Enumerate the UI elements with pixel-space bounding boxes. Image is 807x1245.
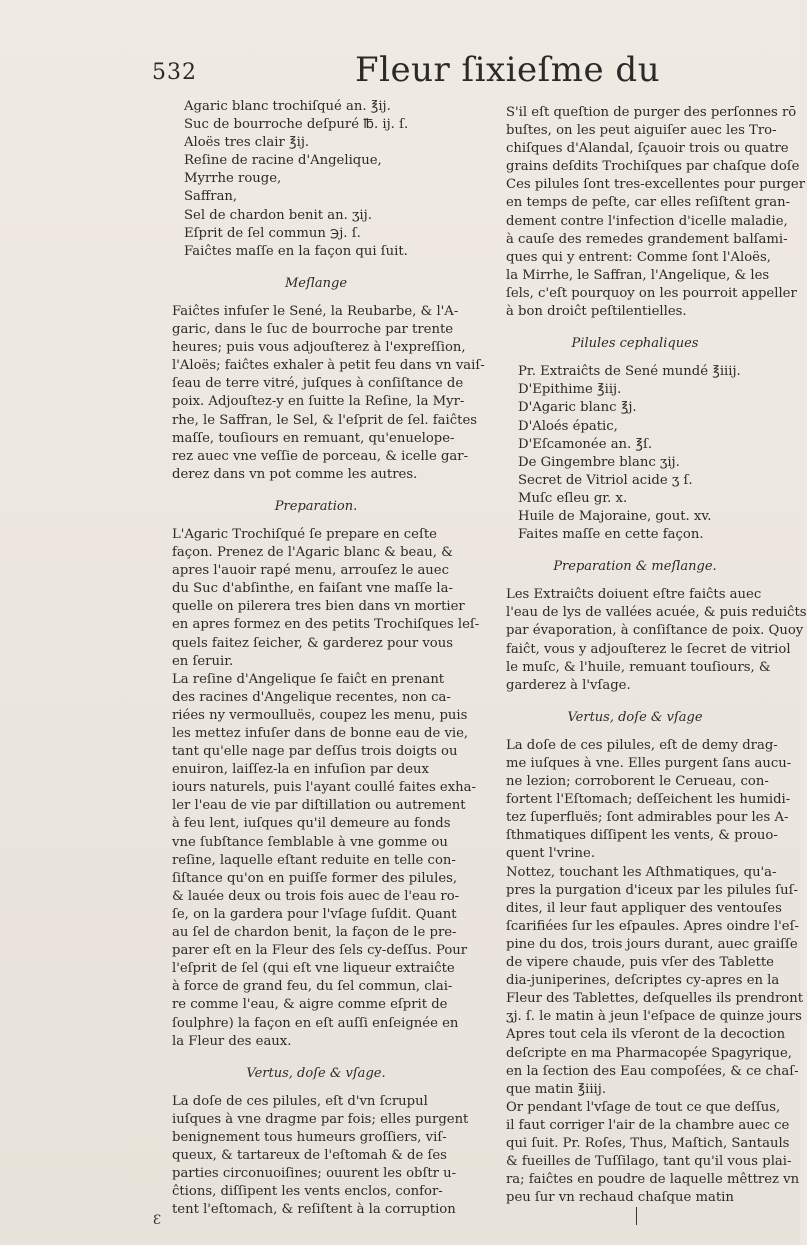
text-line: en la ſection des Eau compoſées, & ce chaſ- [506, 1063, 799, 1079]
text-line: me iuſques à vne. Elles purgent ſans aucu- [506, 756, 792, 771]
text-line: S'il eſt queſtion de purger des perſonnes rō [506, 105, 797, 120]
text-line: enuiron, laiſſez-la en infuſion par deux [172, 762, 429, 778]
text-line: reſine, laquelle eſtant reduite en telle con- [172, 852, 456, 868]
text-line: tez ſuperfluës; ſont admirables pour les A- [506, 810, 789, 826]
text-line: dia-juniperines, deſcriptes cy-apres en la [506, 973, 780, 989]
text-line: Or pendant l'vſage de tout ce que deſſus, [506, 1099, 781, 1115]
text-line: au ſel de chardon benit, la façon de le pre- [172, 925, 457, 941]
text-line: & lauée deux ou trois fois auec de l'eau ro- [172, 888, 460, 904]
text-line: Reſine de racine d'Angelique, [184, 153, 382, 169]
text-line: qui ſuit. Pr. Roſes, Thus, Maſtich, Santauls [506, 1135, 790, 1151]
text-line: Secret de Vitriol acide ʒ ſ. [518, 472, 693, 488]
text-line: La doſe de ces pilules, eſt d'vn ſcrupul [172, 1093, 428, 1109]
intro-paragraph [506, 104, 806, 321]
text-line: benignement tous humeurs groſſiers, viſ- [172, 1129, 447, 1145]
text-line: riées ny vermoulluës, coupez les menu, puis [172, 707, 468, 723]
text-line: en ſeruir. [172, 653, 234, 669]
text-line: ſcarifiées ſur les eſpaules. Apres oindre l'eſ- [506, 918, 799, 934]
text-line: façon. Prenez de l'Agaric blanc & beau, & [172, 545, 453, 561]
text-line: le muſc, & l'huile, remuant touſiours, & [506, 659, 771, 675]
text-line: D'Epithime ℥iij. [518, 382, 622, 398]
text-line: & fueilles de Tuſſilago, tant qu'il vous plai- [506, 1154, 792, 1170]
text-line: heures; puis vous adjouſterez à l'expreſſion, [172, 340, 466, 356]
text-line: ʒj. ſ. le matin à jeun l'eſpace de quinze jours [506, 1009, 802, 1025]
text-line: à cauſe des remedes grandement balſami- [506, 231, 788, 247]
text-line: quent l'vrine. [506, 846, 596, 862]
text-line: les mettez infuſer dans de bonne eau de vie, [172, 726, 469, 741]
vertus2-paragraph [506, 737, 804, 1207]
text-line: ne lezion; corroborent le Cerueau, con- [506, 774, 769, 790]
text-line: ſoulphre) la façon en eſt auſſi enſeignée en [172, 1015, 459, 1031]
text-line: ſthmatiques diſſipent les vents, & prouo- [506, 828, 778, 844]
text-line: à force de grand feu, du ſel commun, clai- [172, 979, 453, 995]
text-line: ſe, on la gardera pour l'vſage ſuſdit. Quant [172, 906, 457, 922]
text-line: Myrrhe rouge, [184, 171, 282, 187]
text-line: vne ſubſtance ſemblable à vne gomme ou [172, 834, 448, 850]
text-line: Faiĉtes infuſer le Sené, la Reubarbe, & l'A- [172, 303, 459, 319]
text-line: ler l'eau de vie par diſtillation ou autrement [172, 798, 466, 814]
recipe-list [172, 98, 460, 261]
signature-mark: Ɛ [153, 1213, 162, 1228]
text-line: peu ſur vn rechaud chaſque matin [506, 1190, 734, 1206]
text-line: chiſques d'Alandal, ſçauoir trois ou quatre [506, 141, 789, 157]
heading-prep-meslange: Preparation & meſlange. [553, 559, 717, 575]
text-line: Faiĉtes maſſe en la façon qui ſuit. [184, 243, 408, 259]
preparation-paragraph [172, 526, 480, 1051]
text-line: ĉtions, diſſipent les vents enclos, confor- [172, 1184, 443, 1200]
text-line: dites, il leur faut appliquer des ventouſes [506, 900, 782, 916]
text-line: quels faitez ſeicher, & garderez pour vous [172, 635, 453, 651]
text-line: en temps de peſte, car elles reſiſtent gran- [506, 195, 791, 211]
right-column [506, 104, 807, 1207]
text-line: poix. Adjouſtez-y en ſuitte la Reſine, la Myr- [172, 394, 465, 410]
text-line: par évaporation, à conſiſtance de poix. Quoy [506, 623, 804, 639]
text-line: queux, & tartareux de l'eſtomah & de ſes [172, 1148, 447, 1164]
text-line: L'Agaric Trochiſqué ſe prepare en ceſte [172, 526, 437, 542]
text-line: re comme l'eau, & aigre comme eſprit de [172, 997, 448, 1013]
text-line: Fleur des Tablettes, deſquelles ils prendront [506, 991, 804, 1007]
text-line: iours naturels, puis l'ayant coullé faites exha- [172, 780, 476, 796]
text-line: la Fleur des eaux. [172, 1033, 292, 1049]
text-line: La reſine d'Angelique ſe faiĉt en prenant [172, 671, 445, 687]
text-line: Apres tout cela ils vſeront de la decoction [506, 1027, 786, 1043]
text-line: Aloës tres clair ℥ij. [184, 135, 310, 151]
heading-vertus: Vertus, doſe & vſage. [246, 1065, 386, 1081]
text-line: l'eſprit de ſel (qui eſt vne liqueur extraiĉte [172, 961, 455, 977]
text-line: ſeau de terre vitré, juſques à conſiſtance de [172, 376, 464, 392]
text-line: Muſc eſleu gr. x. [518, 490, 628, 506]
text-line: D'Agaric blanc ℥j. [518, 400, 637, 416]
text-line: la Mirrhe, le Saffran, l'Angelique, & les [506, 267, 770, 283]
text-line: Agaric blanc trochiſqué an. ℥ij. [184, 99, 391, 114]
text-line: grains deſdits Trochiſques par chaſque doſe [506, 159, 800, 175]
text-line: l'eau de lys de vallées acuée, & puis reduiĉts [506, 605, 807, 621]
text-line: Suc de bourroche deſpuré ℔. ij. ſ. [184, 117, 409, 133]
text-line: parties circonuoiſines; ouurent les obſtr u- [172, 1166, 457, 1182]
text-line: garderez à l'vſage. [506, 677, 631, 693]
text-line: parer eſt en la Fleur des ſels cy-deſſus. Pour [172, 943, 468, 959]
text-line: La doſe de ces pilules, eſt de demy drag- [506, 737, 778, 753]
text-line: iuſques à vne dragme par fois; elles purgent [172, 1111, 469, 1127]
text-line: ſiſtance qu'on en puiſſe former des pilules, [172, 870, 458, 886]
meslange-paragraph [172, 303, 485, 484]
text-line: Saffran, [184, 189, 238, 205]
text-line: Les Extraiĉts doiuent eſtre faiĉts auec [506, 587, 762, 603]
text-line: pine du dos, trois jours durant, auec graiſſe [506, 936, 798, 952]
text-line: de vipere chaude, puis vſer des Tablette [506, 955, 774, 971]
text-line: Faites maſſe en cette façon. [518, 527, 704, 543]
text-line: derez dans vn pot comme les autres. [172, 466, 418, 482]
text-line: Ces pilules ſont tres-excellentes pour purger [506, 177, 806, 193]
pilules-recipe [506, 363, 764, 544]
heading-meslange: Meſlange [284, 275, 348, 291]
text-line: maſſe, touſiours en remuant, qu'enuelope- [172, 430, 455, 446]
text-line: De Gingembre blanc ʒij. [518, 454, 680, 470]
text-line: buſtes, on les peut aiguiſer auec les Tro- [506, 123, 777, 139]
text-line: Huile de Majoraine, gout. xv. [518, 508, 712, 524]
text-line: tent l'eſtomach, & reſiſtent à la corruption [172, 1202, 456, 1218]
text-line: quelle on pilerera tres bien dans vn mortier [172, 599, 465, 615]
heading-pilules: Pilules cephaliques [571, 336, 699, 352]
text-line: à feu lent, iuſques qu'il demeure au fonds [172, 816, 451, 832]
heading-preparation: Preparation. [274, 498, 358, 514]
text-line: tant qu'elle nage par deſſus trois doigts ou [172, 744, 458, 760]
text-line: faiĉt, vous y adjouſterez le ſecret de vitriol [506, 641, 791, 657]
text-line: Sel de chardon benit an. ʒij. [184, 207, 372, 223]
text-line: D'Aloés épatic, [518, 418, 618, 434]
heading-vertus2: Vertus, doſe & vſage [567, 709, 703, 725]
footer-rule [636, 1207, 637, 1225]
text-line: pres la purgation d'iceux par les pilules ſuſ- [506, 882, 798, 898]
text-line: à bon droiĉt peſtilentielles. [506, 304, 687, 320]
text-line: il faut corriger l'air de la chambre auec ce [506, 1117, 790, 1133]
running-title: Fleur ſixieſme du [355, 50, 661, 90]
text-line: en apres formez en des petits Trochiſques leſ- [172, 617, 480, 633]
text-line: garic, dans le ſuc de bourroche par trente [172, 322, 454, 338]
text-line: ra; faiĉtes en poudre de laquelle mêttrez vn [506, 1172, 800, 1188]
text-line: Pr. Extraiĉts de Sené mundé ℥iiij. [518, 364, 741, 380]
text-line: apres l'auoir rapé menu, arrouſez le auec [172, 563, 449, 579]
text-line: deſcripte en ma Pharmacopée Spagyrique, [506, 1045, 792, 1061]
left-column [172, 98, 485, 1219]
text-line: dement contre l'infection d'icelle maladie, [506, 213, 788, 229]
text-line: ſels, c'eſt pourquoy on les pourroit appeller [506, 285, 797, 301]
text-line: D'Eſcamonée an. ℥ſ. [518, 436, 653, 452]
text-line: rhe, le Saffran, le Sel, & l'eſprit de ſel. faiĉtes [172, 412, 478, 428]
text-line: Nottez, touchant les Aſthmatiques, qu'a- [506, 864, 777, 880]
text-line: que matin ℥iiij. [506, 1081, 607, 1097]
text-line: ques qui y entrent: Comme ſont l'Aloës, [506, 249, 771, 265]
vertus-paragraph [172, 1093, 469, 1220]
text-line: Eſprit de ſel commun ℈j. ſ. [184, 225, 361, 241]
text-line: des racines d'Angelique recentes, non ca- [172, 689, 451, 705]
text-line: rez auec vne veſſie de porceau, & icelle gar- [172, 448, 469, 464]
text-line: du Suc d'abſinthe, en faiſant vne maſſe la- [172, 581, 453, 597]
page-number: 532 [152, 60, 197, 85]
text-line: l'Aloës; faiĉtes exhaler à petit feu dans vn vaiſ- [172, 358, 485, 374]
prep-meslange-paragraph [506, 586, 807, 695]
text-line: fortent l'Eſtomach; deſſeichent les humidi- [506, 792, 791, 808]
